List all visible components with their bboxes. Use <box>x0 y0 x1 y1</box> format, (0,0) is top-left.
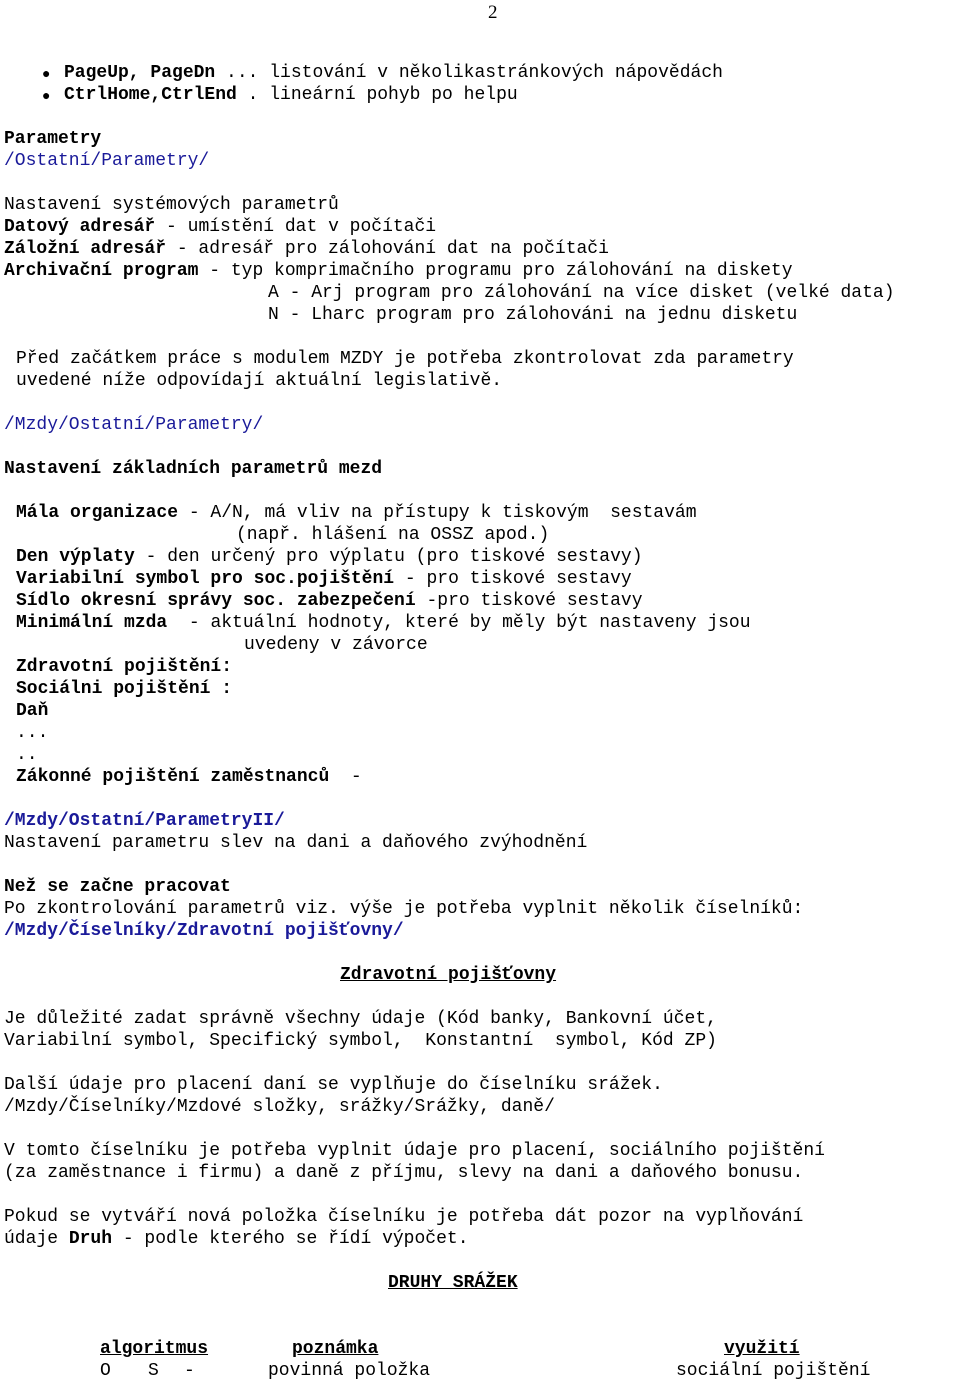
menu-path: /Mzdy/Ostatní/Parametry/ <box>4 415 264 435</box>
paragraph-line: V tomto číselníku je potřeba vyplnit údaje pro placení, sociálního pojištění <box>4 1141 825 1161</box>
param-item: Daň <box>16 701 49 721</box>
table-cell: povinná položka <box>268 1361 431 1381</box>
table-header: využití <box>724 1339 800 1359</box>
paragraph-line: Po zkontrolování parametrů viz. výše je potřeba vyplnit několik číselníků: <box>4 899 804 919</box>
param-continuation: uvedeny v závorce <box>244 635 428 655</box>
bullet-icon: ● <box>42 87 51 103</box>
menu-path: /Mzdy/Číselníky/Zdravotní pojišťovny/ <box>4 921 404 941</box>
param-item: Zákonné pojištění zaměstnanců - <box>16 767 362 787</box>
ellipsis: .. <box>16 745 38 765</box>
paragraph-line: Variabilní symbol, Specifický symbol, Konstantní symbol, Kód ZP) <box>4 1031 717 1051</box>
param-item: Variabilní symbol pro soc.pojištění - pro tiskové sestavy <box>16 569 632 589</box>
bullet-item: PageUp, PageDn ... listování v několikastránkových nápovědách <box>64 63 723 83</box>
param-item: Datový adresář - umístění dat v počítači <box>4 217 437 237</box>
section-title: Parametry <box>4 129 102 149</box>
section-subtitle: Nastavení systémových parametrů <box>4 195 339 215</box>
param-item: Mála organizace - A/N, má vliv na přístupy k tiskovým sestavám <box>16 503 697 523</box>
paragraph-line: Další údaje pro placení daní se vyplňuje do číselníku srážek. <box>4 1075 663 1095</box>
param-item: Záložní adresář - adresář pro zálohování dat na počítači <box>4 239 609 259</box>
section-title: Nastavení základních parametrů mezd <box>4 459 383 479</box>
paragraph-line: (za zaměstnance i firmu) a daně z příjmu, slevy na dani a daňového bonusu. <box>4 1163 804 1183</box>
menu-path: /Mzdy/Číselníky/Mzdové složky, srážky/Srážky, daně/ <box>4 1097 555 1117</box>
table-header: algoritmus <box>100 1339 209 1359</box>
bullet-item: CtrlHome,CtrlEnd . lineární pohyb po helpu <box>64 85 518 105</box>
section-title: Než se začne pracovat <box>4 877 231 897</box>
table-cell: sociální pojištění <box>676 1361 871 1381</box>
paragraph-line: údaje Druh - podle kterého se řídí výpočet. <box>4 1229 469 1249</box>
section-heading: Zdravotní pojišťovny <box>340 965 557 985</box>
page-number: 2 <box>488 2 498 23</box>
param-continuation: (např. hlášení na OSSZ apod.) <box>236 525 550 545</box>
intro-line: Před začátkem práce s modulem MZDY je potřeba zkontrolovat zda parametry <box>16 349 794 369</box>
bullet-icon: ● <box>42 65 51 81</box>
section-heading: DRUHY SRÁŽEK <box>388 1273 518 1293</box>
table-cell: O <box>100 1361 111 1381</box>
paragraph-line: Je důležité zadat správně všechny údaje (Kód banky, Bankovní účet, <box>4 1009 717 1029</box>
param-item: Archivační program - typ komprimačního programu pro zálohování na diskety <box>4 261 793 281</box>
param-item: Zdravotní pojištění: <box>16 657 233 677</box>
paragraph-line: Pokud se vytváří nová položka číselníku je potřeba dát pozor na vyplňování <box>4 1207 804 1227</box>
param-item: Sociálni pojištění : <box>16 679 233 699</box>
param-item: Sídlo okresní správy soc. zabezpečení -pro tiskové sestavy <box>16 591 643 611</box>
param-option: N - Lharc program pro zálohováni na jednu disketu <box>268 305 798 325</box>
param-item: Minimální mzda - aktuální hodnoty, které by měly být nastaveny jsou <box>16 613 751 633</box>
table-cell: - <box>184 1361 195 1381</box>
param-item: Den výplaty - den určený pro výplatu (pro tiskové sestavy) <box>16 547 643 567</box>
intro-line: uvedené níže odpovídají aktuální legislativě. <box>16 371 503 391</box>
menu-path: /Ostatní/Parametry/ <box>4 151 210 171</box>
section-desc: Nastavení parametru slev na dani a daňového zvýhodnění <box>4 833 588 853</box>
ellipsis: ... <box>16 723 49 743</box>
table-cell: S <box>148 1361 159 1381</box>
menu-path: /Mzdy/Ostatní/ParametryII/ <box>4 811 285 831</box>
param-option: A - Arj program pro zálohování na více disket (velké data) <box>268 283 895 303</box>
table-header: poznámka <box>292 1339 379 1359</box>
